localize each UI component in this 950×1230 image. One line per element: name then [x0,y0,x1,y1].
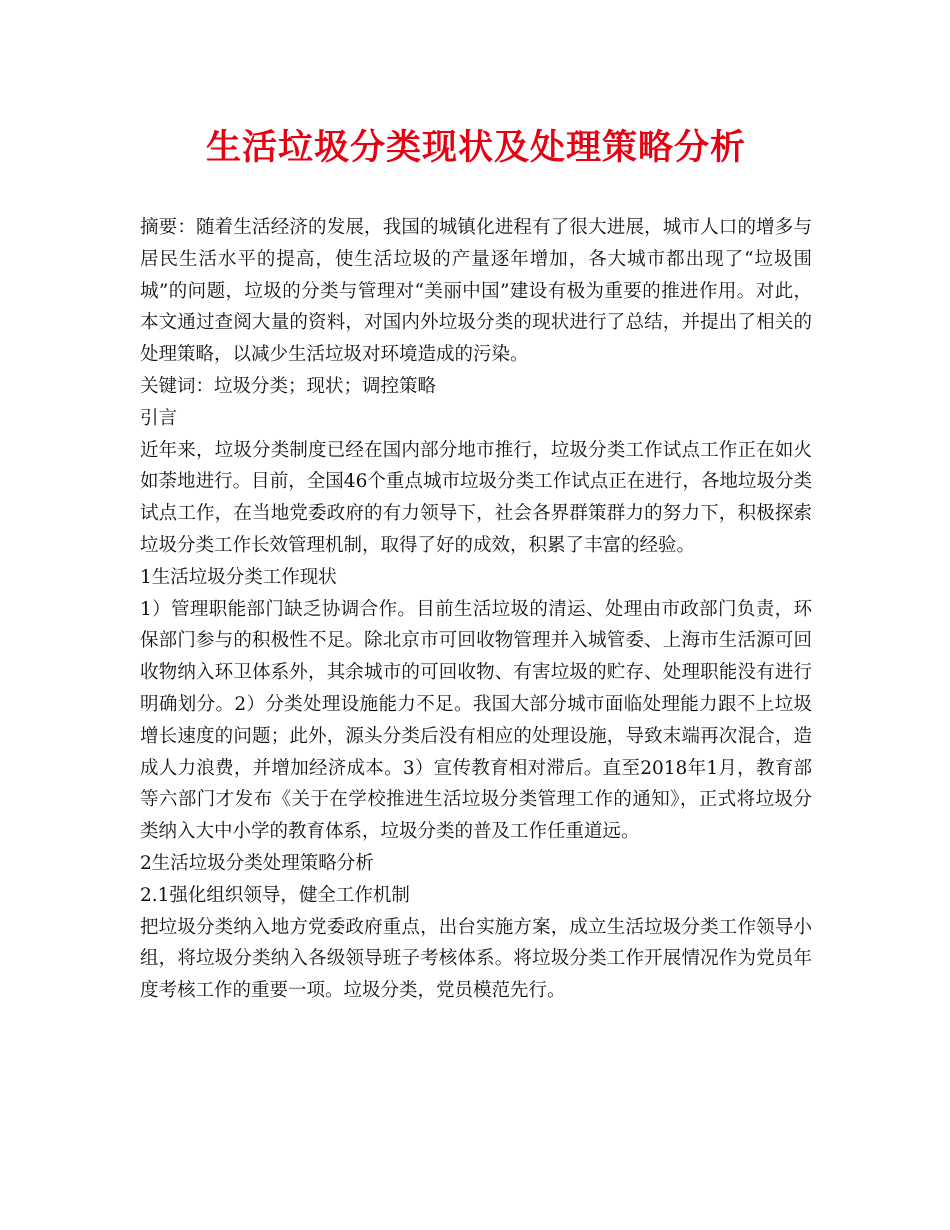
document-title: 生活垃圾分类现状及处理策略分析 [205,127,746,168]
section-1-paragraph: 1）管理职能部门缺乏协调合作。目前生活垃圾的清运、处理由市政部门负责，环保部门参与的积极性不足。除北京市可回收物管理并入城管委、上海市生活源可回收物纳入环卫体系外，其余城市的可回收物、有害垃圾的贮存、处理职能没有进行明确划分。2）分类处理设施能力不足。我国大部分城市面临处理能力跟不上垃圾增长速度的问题；此外，源头分类后没有相应的处理设施，导致末端再次混合，造成人力浪费，并增加经济成本。3）宣传教育相对滞后。直至2018年1月，教育部等六部门才发布《关于在学校推进生活垃圾分类管理工作的通知》，正式将垃圾分类纳入大中小学的教育体系，垃圾分类的普及工作任重道远。 [140,598,812,843]
section-2-heading: 2生活垃圾分类处理策略分析 [140,852,374,874]
keywords-line: 关键词：垃圾分类；现状；调控策略 [140,375,437,397]
section-2-1-heading: 2.1强化组织领导，健全工作机制 [140,884,410,906]
intro-paragraph: 近年来，垃圾分类制度已经在国内部分地市推行，垃圾分类工作试点工作正在如火如荼地进行。目前，全国46个重点城市垃圾分类工作试点正在进行，各地垃圾分类试点工作，在当地党委政府的有力领导下，社会各界群策群力的努力下，积极探索垃圾分类工作长效管理机制，取得了好的成效，积累了丰富的经验。 [140,439,812,556]
section-2-1-paragraph: 把垃圾分类纳入地方党委政府重点，出台实施方案，成立生活垃圾分类工作领导小组，将垃圾分类纳入各级领导班子考核体系。将垃圾分类工作开展情况作为党员年度考核工作的重要一项。垃圾分类，党员模范先行。 [140,916,812,1002]
abstract-paragraph: 摘要：随着生活经济的发展，我国的城镇化进程有了很大进展，城市人口的增多与居民生活水平的提高，使生活垃圾的产量逐年增加，各大城市都出现了“垃圾围城”的问题，垃圾的分类与管理对“美丽中国”建设有极为重要的推进作用。对此，本文通过查阅大量的资料，对国内外垃圾分类的现状进行了总结，并提出了相关的处理策略，以减少生活垃圾对环境造成的污染。 [140,217,812,366]
section-1-heading: 1生活垃圾分类工作现状 [140,566,337,588]
intro-heading: 引言 [140,407,178,429]
